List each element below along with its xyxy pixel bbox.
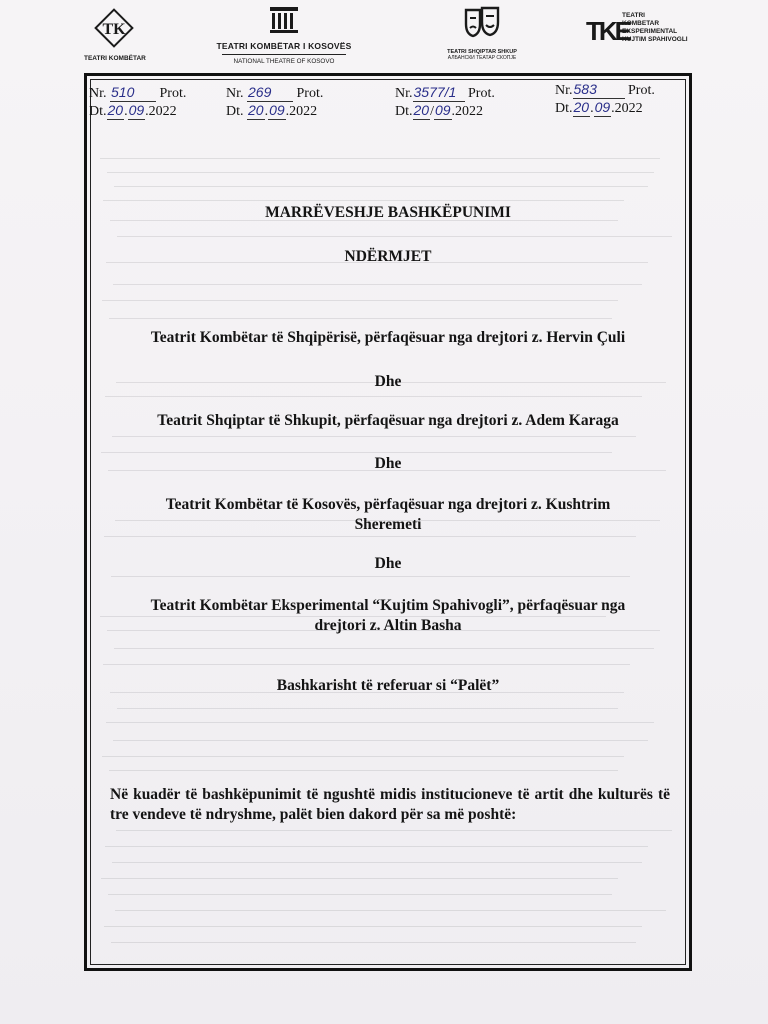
dt-label: Dt.: [395, 104, 413, 119]
nr-value: 510: [110, 84, 156, 102]
tk-diamond-icon: [92, 6, 136, 50]
teatri-kombetar-logo: [84, 6, 144, 62]
tke-line-4: KUJTIM SPAHIVOGLI: [622, 36, 688, 43]
nr-value: 3577/1: [413, 84, 465, 102]
date-year: .2022: [451, 104, 484, 119]
theatre-masks-icon: [460, 6, 504, 42]
and-separator-1: Dhe: [374, 373, 402, 390]
party-2: Teatrit Shqiptar të Shkupit, përfaqësuar nga drejtori z. Adem Karaga: [157, 412, 619, 429]
prot-label: Prot.: [296, 86, 324, 101]
tke-line-1: TEATRI: [622, 12, 645, 19]
tkk-subcaption: NATIONAL THEATRE OF KOSOVO: [233, 58, 335, 65]
party-4-line-1: Teatrit Kombëtar Eksperimental “Kujtim Spahivogli”, përfaqësuar nga: [150, 597, 626, 614]
prot-label: Prot.: [628, 83, 655, 98]
collective-reference: Bashkarisht të referuar si “Palët”: [276, 677, 500, 694]
date-day: 20: [248, 102, 264, 118]
party-3: [92, 495, 684, 535]
tkk-divider: [222, 54, 346, 55]
between-heading: NDËRMJET: [344, 248, 432, 265]
prot-label: Prot.: [468, 86, 495, 101]
prot-label: Prot.: [159, 86, 187, 101]
nr-value: 269: [247, 84, 293, 102]
preamble-paragraph: Në kuadër të bashkëpunimit të ngushtë midis institucioneve të artit dhe kulturës të tre vendeve të ndryshme, palët bien dakord për sa më poshtë:: [110, 786, 670, 823]
dt-label: Dt.: [555, 101, 573, 116]
party-4-line-2: drejtori z. Altin Basha: [314, 617, 462, 634]
date-year: .2022: [285, 104, 318, 119]
date-month: 09: [269, 102, 285, 118]
protocol-ref-3: Nr.3577/1 Prot. Dt.20/09.2022: [395, 84, 495, 119]
date-year: .2022: [145, 104, 177, 119]
party-3-line-2: Sheremeti: [354, 516, 422, 533]
nr-label: Nr.: [89, 86, 107, 101]
document-title: MARRËVESHJE BASHKËPUNIMI: [265, 204, 511, 221]
nr-value: 583: [573, 81, 625, 99]
date-day: 20: [107, 102, 124, 118]
protocol-ref-2: Nr. 269 Prot. Dt. 20.09.2022: [226, 84, 324, 119]
date-month: 09: [434, 102, 451, 118]
tk-mark-text: TK: [102, 21, 126, 38]
date-day: 20: [413, 102, 430, 118]
columns-icon: [269, 6, 299, 34]
and-separator-3: Dhe: [374, 555, 402, 572]
tke-mark-icon: [586, 12, 629, 48]
protocol-ref-4: Nr.583 Prot. Dt.20.09.2022: [555, 81, 655, 116]
protocol-ref-1: Nr. 510 Prot. Dt.20.09.2022: [89, 84, 187, 119]
party-3-line-1: Teatrit Kombëtar të Kosovës, përfaqësuar nga drejtori z. Kushtrim: [165, 496, 611, 513]
teatri-shqiptar-shkup-logo: [432, 6, 532, 61]
date-month: 09: [594, 99, 611, 115]
nr-label: Nr.: [555, 83, 573, 98]
date-day: 20: [573, 99, 590, 115]
tsh-caption: TEATRI SHQIPTAR SHKUP: [447, 49, 517, 55]
tsh-subcaption: АЛБАНСКИ ТЕАТАР СКОПЈЕ: [447, 55, 517, 61]
dt-label: Dt.: [226, 104, 244, 119]
tke-mark-text: TKE: [586, 16, 629, 46]
tke-caption: [622, 12, 688, 44]
nr-label: Nr.: [395, 86, 413, 101]
teatri-eksperimental-logo: [586, 12, 696, 53]
party-4: [92, 596, 684, 636]
teatri-kombetar-kosoves-logo: [214, 6, 354, 65]
date-month: 09: [128, 102, 145, 118]
tke-line-2: KOMBETAR: [622, 20, 660, 27]
date-year: .2022: [611, 101, 643, 116]
tkk-caption: TEATRI KOMBËTAR I KOSOVËS: [216, 41, 352, 51]
and-separator-2: Dhe: [374, 455, 402, 472]
tk-caption: TEATRI KOMBËTAR: [84, 55, 146, 62]
tke-line-3: EKSPERIMENTAL: [622, 28, 678, 35]
dt-label: Dt.: [89, 104, 107, 119]
nr-label: Nr.: [226, 86, 244, 101]
party-1: Teatrit Kombëtar të Shqipërisë, përfaqësuar nga drejtori z. Hervin Çuli: [150, 329, 626, 346]
